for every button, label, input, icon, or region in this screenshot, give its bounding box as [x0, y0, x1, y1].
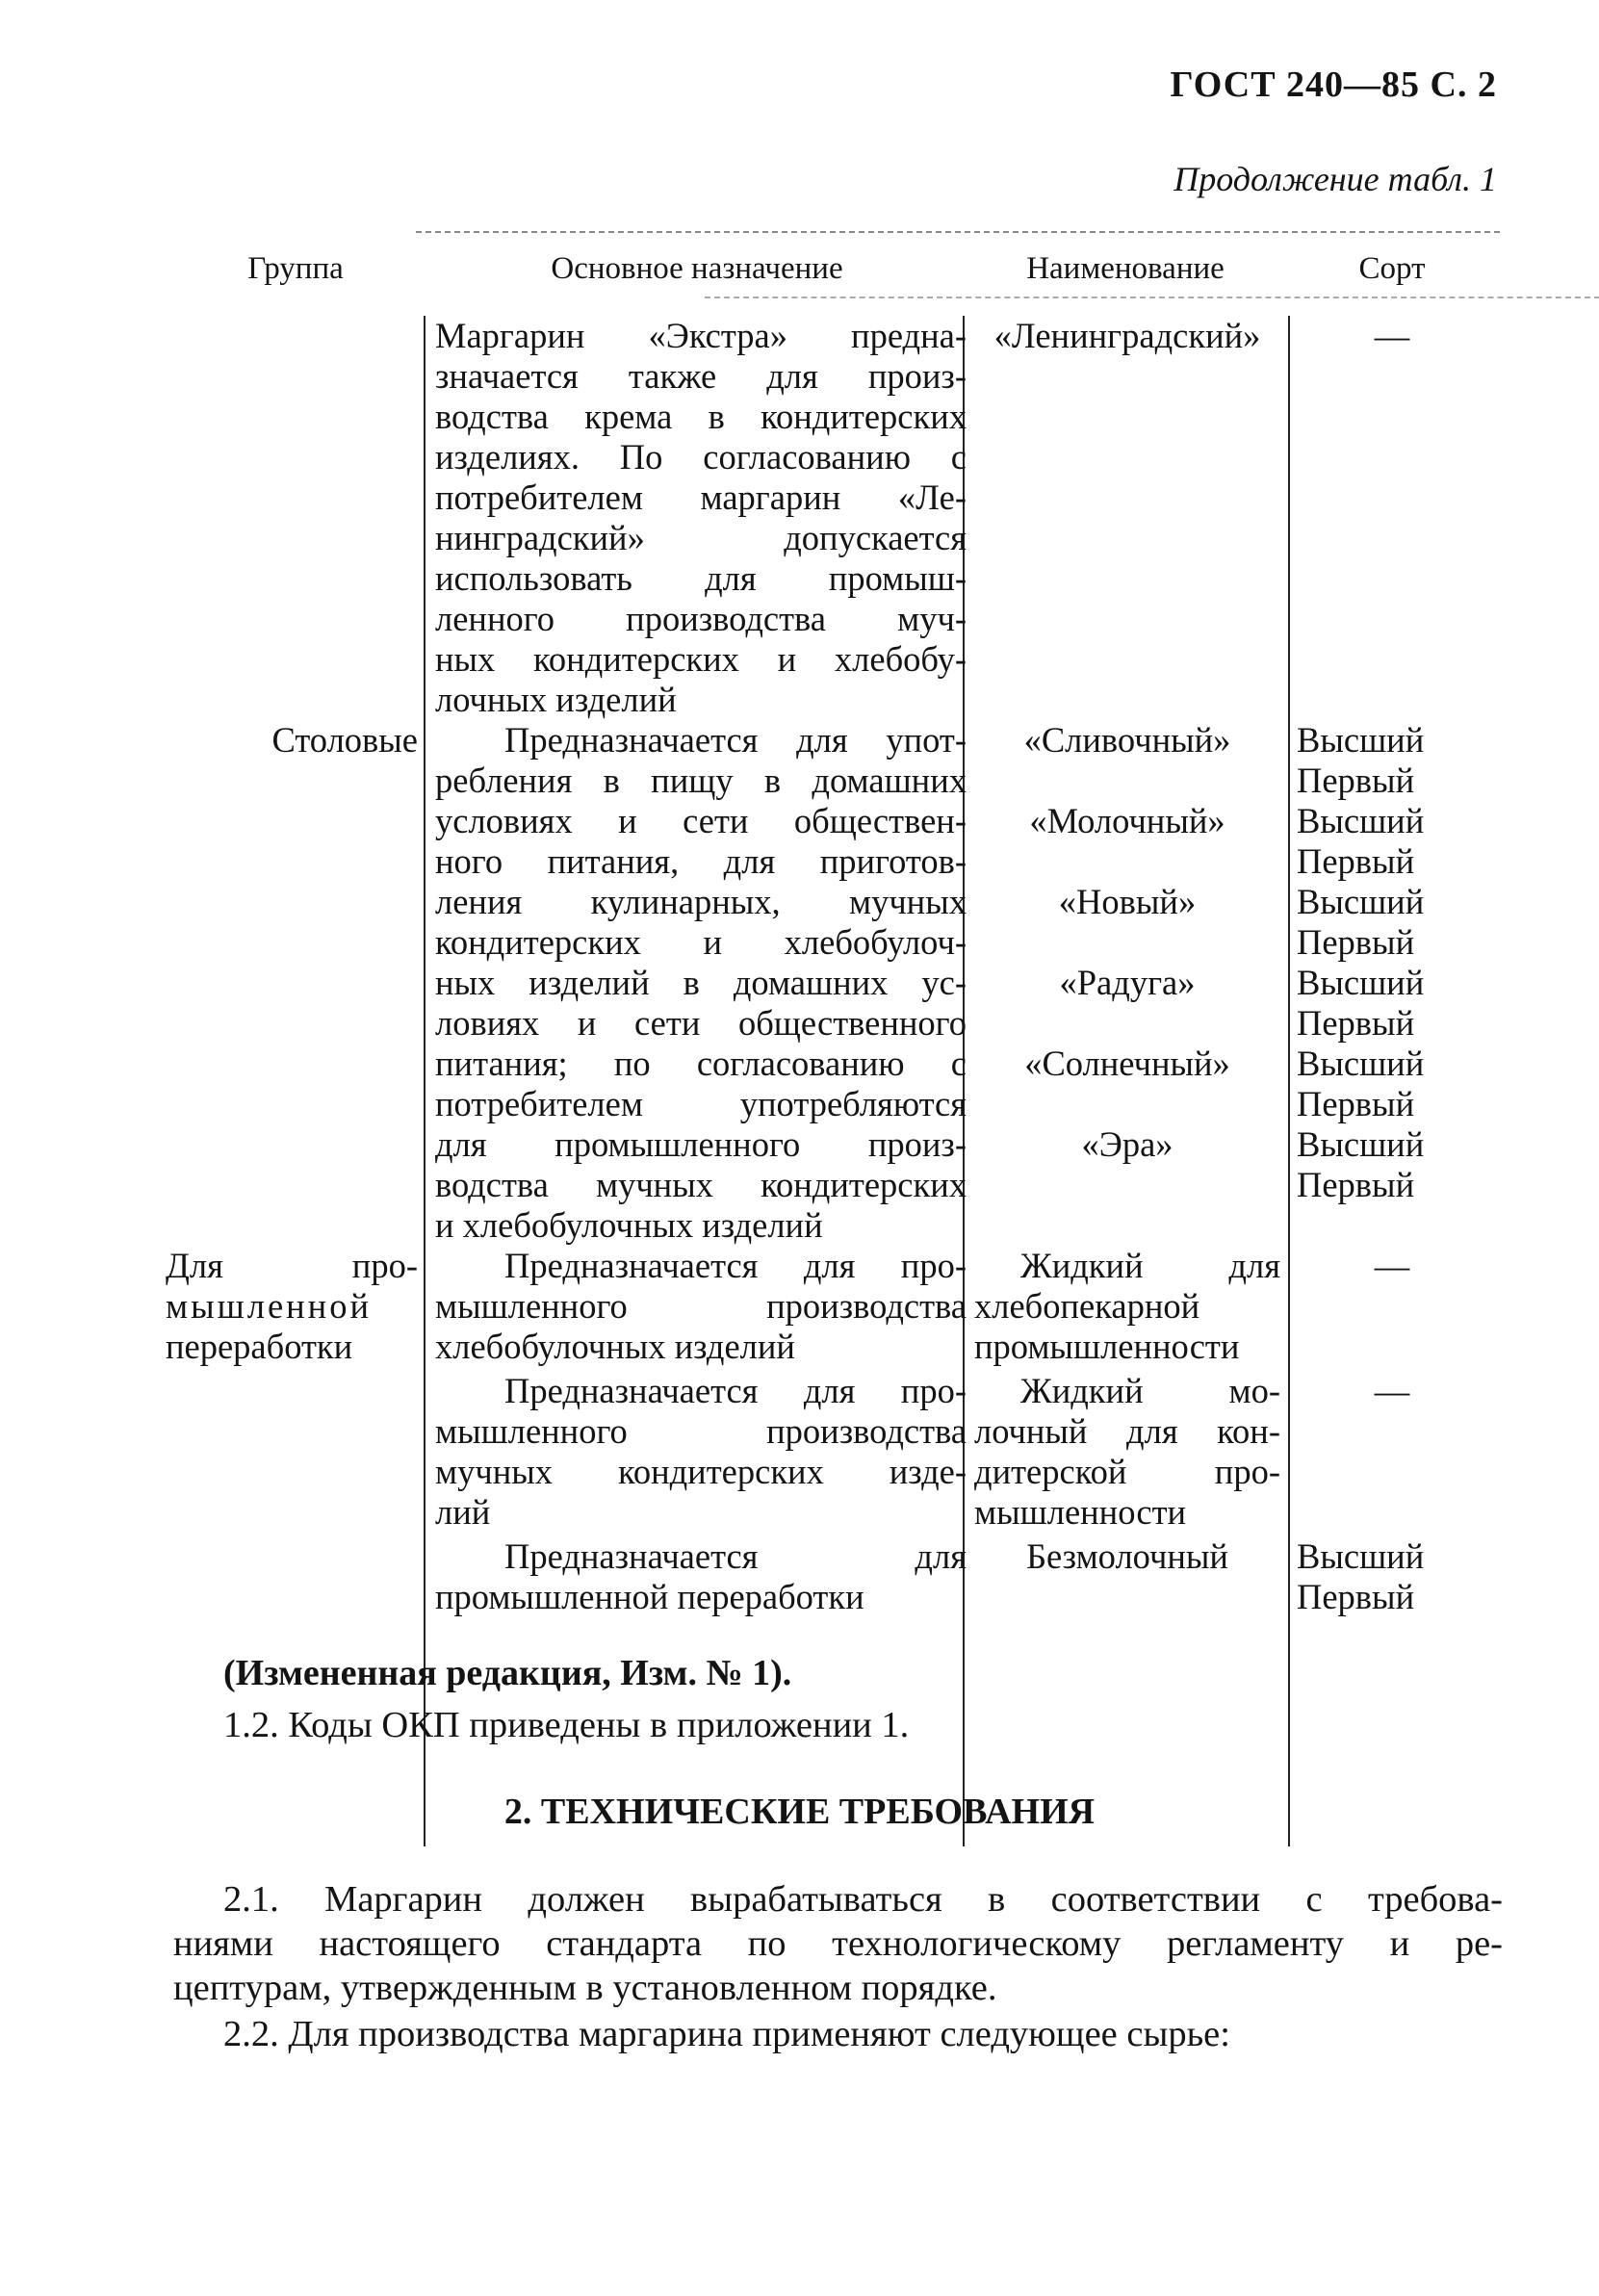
row5-purpose: Предназначается для промышленной переработки — [435, 1536, 967, 1616]
row2-purpose: Предназначается для упот- ребления в пищу в домашних условиях и сети обществен- ного питания, для приготов- ления кулинарных, мучных кондитерских и хлебобулоч- ных изделий в домашних ус- ловиях и сети общественного питания; по согласованию с потребителем употребляются для промышленного произ- водства мучных кондитерских и хлебобулочных изделий — [435, 720, 967, 1245]
row2-names — [974, 720, 1280, 1165]
row3-name: Жидкий для хлебопекарной промышленности — [974, 1246, 1280, 1366]
section-title: 2. ТЕХНИЧЕСКИЕ ТРЕБОВАНИЯ — [503, 1792, 1096, 1832]
amendment-note: (Измененная редакция, Изм. № 1). — [223, 1653, 792, 1693]
column-divider — [1288, 316, 1290, 1846]
row2-group: Столовые — [271, 720, 418, 760]
column-divider — [424, 316, 426, 1846]
name-solnechny: «Солнечный» — [1024, 1044, 1230, 1083]
header-bottom-border — [705, 297, 1599, 298]
name-slivochny: «Сливочный» — [1023, 720, 1231, 760]
name-raduga: «Радуга» — [1059, 963, 1196, 1002]
row4-grade: — — [1374, 1371, 1410, 1410]
paragraph-2-2: 2.2. Для производства маргарина применяют следующее сырье: — [223, 2014, 1230, 2054]
paragraph-2-1: 2.1. Маргарин должен вырабатываться в соответствии с требова- ниями настоящего стандарта по технологическому регламенту и ре- цептурам, утвержденным в установленном порядке. — [173, 1879, 1503, 2008]
row1-purpose: Маргарин «Экстра» предна- значается также для произ- водства крема в кондитерских изделиях. По согласованию с потребителем маргарин «Ле- нинградский» допускается использовать для промыш- ленного производства муч- ных кондитерских и хлебобу- лочных изделий — [435, 316, 967, 719]
table-top-border — [416, 231, 1500, 233]
row1-name: «Ленинградский» — [993, 316, 1261, 355]
header-purpose: Основное назначение — [551, 251, 843, 286]
row3-grade: — — [1374, 1246, 1410, 1285]
name-molochny: «Молочный» — [1029, 801, 1225, 840]
row4-purpose: Предназначается для про- мышленного производства мучных кондитерских изде- лий — [435, 1371, 967, 1532]
page-header: ГОСТ 240—85 С. 2 — [1170, 64, 1497, 105]
row2-grades: Высший Первый Высший Первый Высший Первый Высший Первый Высший Первый Высший Первый — [1297, 720, 1425, 1204]
header-name: Наименование — [1026, 251, 1225, 286]
header-grade: Сорт — [1358, 251, 1426, 286]
name-novy: «Новый» — [1058, 882, 1197, 921]
paragraph-1-2: 1.2. Коды ОКП приведены в приложении 1. — [223, 1705, 910, 1745]
table-caption: Продолжение табл. 1 — [1173, 160, 1497, 198]
header-group: Группа — [247, 251, 344, 286]
row3-group: Для про- мышленной переработки — [166, 1246, 418, 1366]
row4-name: Жидкий мо- лочный для кон- дитерской про- мышленности — [974, 1371, 1280, 1532]
row5-grades: Высший Первый — [1297, 1536, 1425, 1616]
row1-grade: — — [1374, 316, 1410, 355]
row5-name: Безмолочный — [1026, 1536, 1228, 1576]
name-era: «Эра» — [1081, 1124, 1173, 1164]
row3-purpose: Предназначается для про- мышленного производства хлебобулочных изделий — [435, 1246, 967, 1366]
